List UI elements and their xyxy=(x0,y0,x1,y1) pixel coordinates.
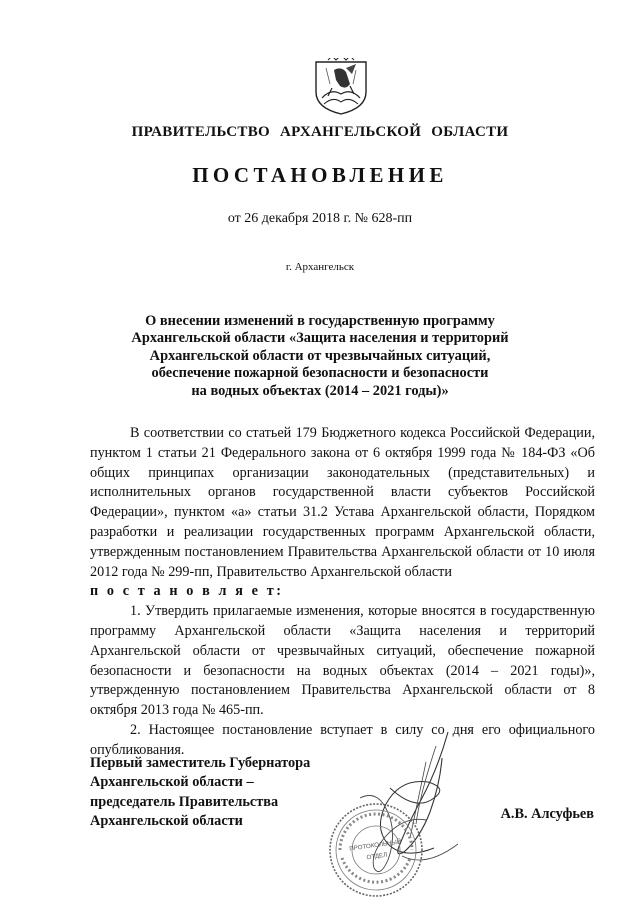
signatory-name: А.В. Алсуфьев xyxy=(500,806,594,822)
position-line: Архангельской области xyxy=(90,813,243,830)
position-line: председатель Правительства xyxy=(90,793,279,810)
document-type: ПОСТАНОВЛЕНИЕ xyxy=(192,163,448,187)
document-date-number: от 26 декабря 2018 г. № 628-пп xyxy=(227,211,413,226)
title-line: Архангельской области от чрезвычайных ситуаций, xyxy=(149,347,491,364)
position-line: Первый заместитель Губернатора xyxy=(90,755,311,771)
title-line: обеспечение пожарной безопасности и безопасности xyxy=(151,365,489,382)
document-title xyxy=(0,313,640,400)
government-name: ПРАВИТЕЛЬСТВО АРХАНГЕЛЬСКОЙ ОБЛАСТИ xyxy=(131,124,509,140)
signatory-position xyxy=(90,754,310,832)
preamble-paragraph: В соответствии со статьей 179 Бюджетного кодекса Российской Федерации, пунктом 1 статьи 21 Федерального закона от 6 октября 1999 года № 184-ФЗ «Об общих принципах организации законодательных (представительных) и исполнительных органов государственной власти субъектов Российской Федерации», пунктом «а» статьи 31.2 Устава Архангельской области, Порядком разработки и реализации государственных программ Архангельской области, утвержденным постановлением Правительства Архангельской области от 10 июля 2012 года № 299-пп, Правительство Архангельской области xyxy=(90,425,595,580)
coat-of-arms-icon xyxy=(306,58,376,116)
official-stamp xyxy=(326,800,426,900)
resolves-word: п о с т а н о в л я е т xyxy=(90,583,277,600)
resolves-line: п о с т а н о в л я е т: xyxy=(90,583,282,600)
document-city: г. Архангельск xyxy=(285,261,355,273)
title-line: на водных объектах (2014 – 2021 годы)» xyxy=(191,382,449,399)
item-2-paragraph: 2. Настоящее постановление вступает в силу со дня его официального опубликования. xyxy=(90,721,595,758)
position-line: Архангельской области – xyxy=(90,774,254,791)
title-line: О внесении изменений в государственную программу xyxy=(145,313,495,329)
svg-text:ОТДЕЛ: ОТДЕЛ xyxy=(366,851,388,862)
title-line: Архангельской области «Защита населения и территорий xyxy=(131,330,509,347)
document-body xyxy=(90,424,595,761)
svg-text:ПРОТОКОЛЬНЫЙ: ПРОТОКОЛЬНЫЙ xyxy=(348,838,402,853)
item-1-paragraph: 1. Утвердить прилагаемые изменения, которые вносятся в государственную программу Архангельской области «Защита населения и территорий Архангельской области от чрезвычайных ситуаций, обеспечение пожарной безопасности и безопасности на водных объектах (2014 – 2021 годы)», утвержденную постановлением Правительства Архангельской области от 8 октября 2013 года № 465-пп. xyxy=(90,603,595,719)
